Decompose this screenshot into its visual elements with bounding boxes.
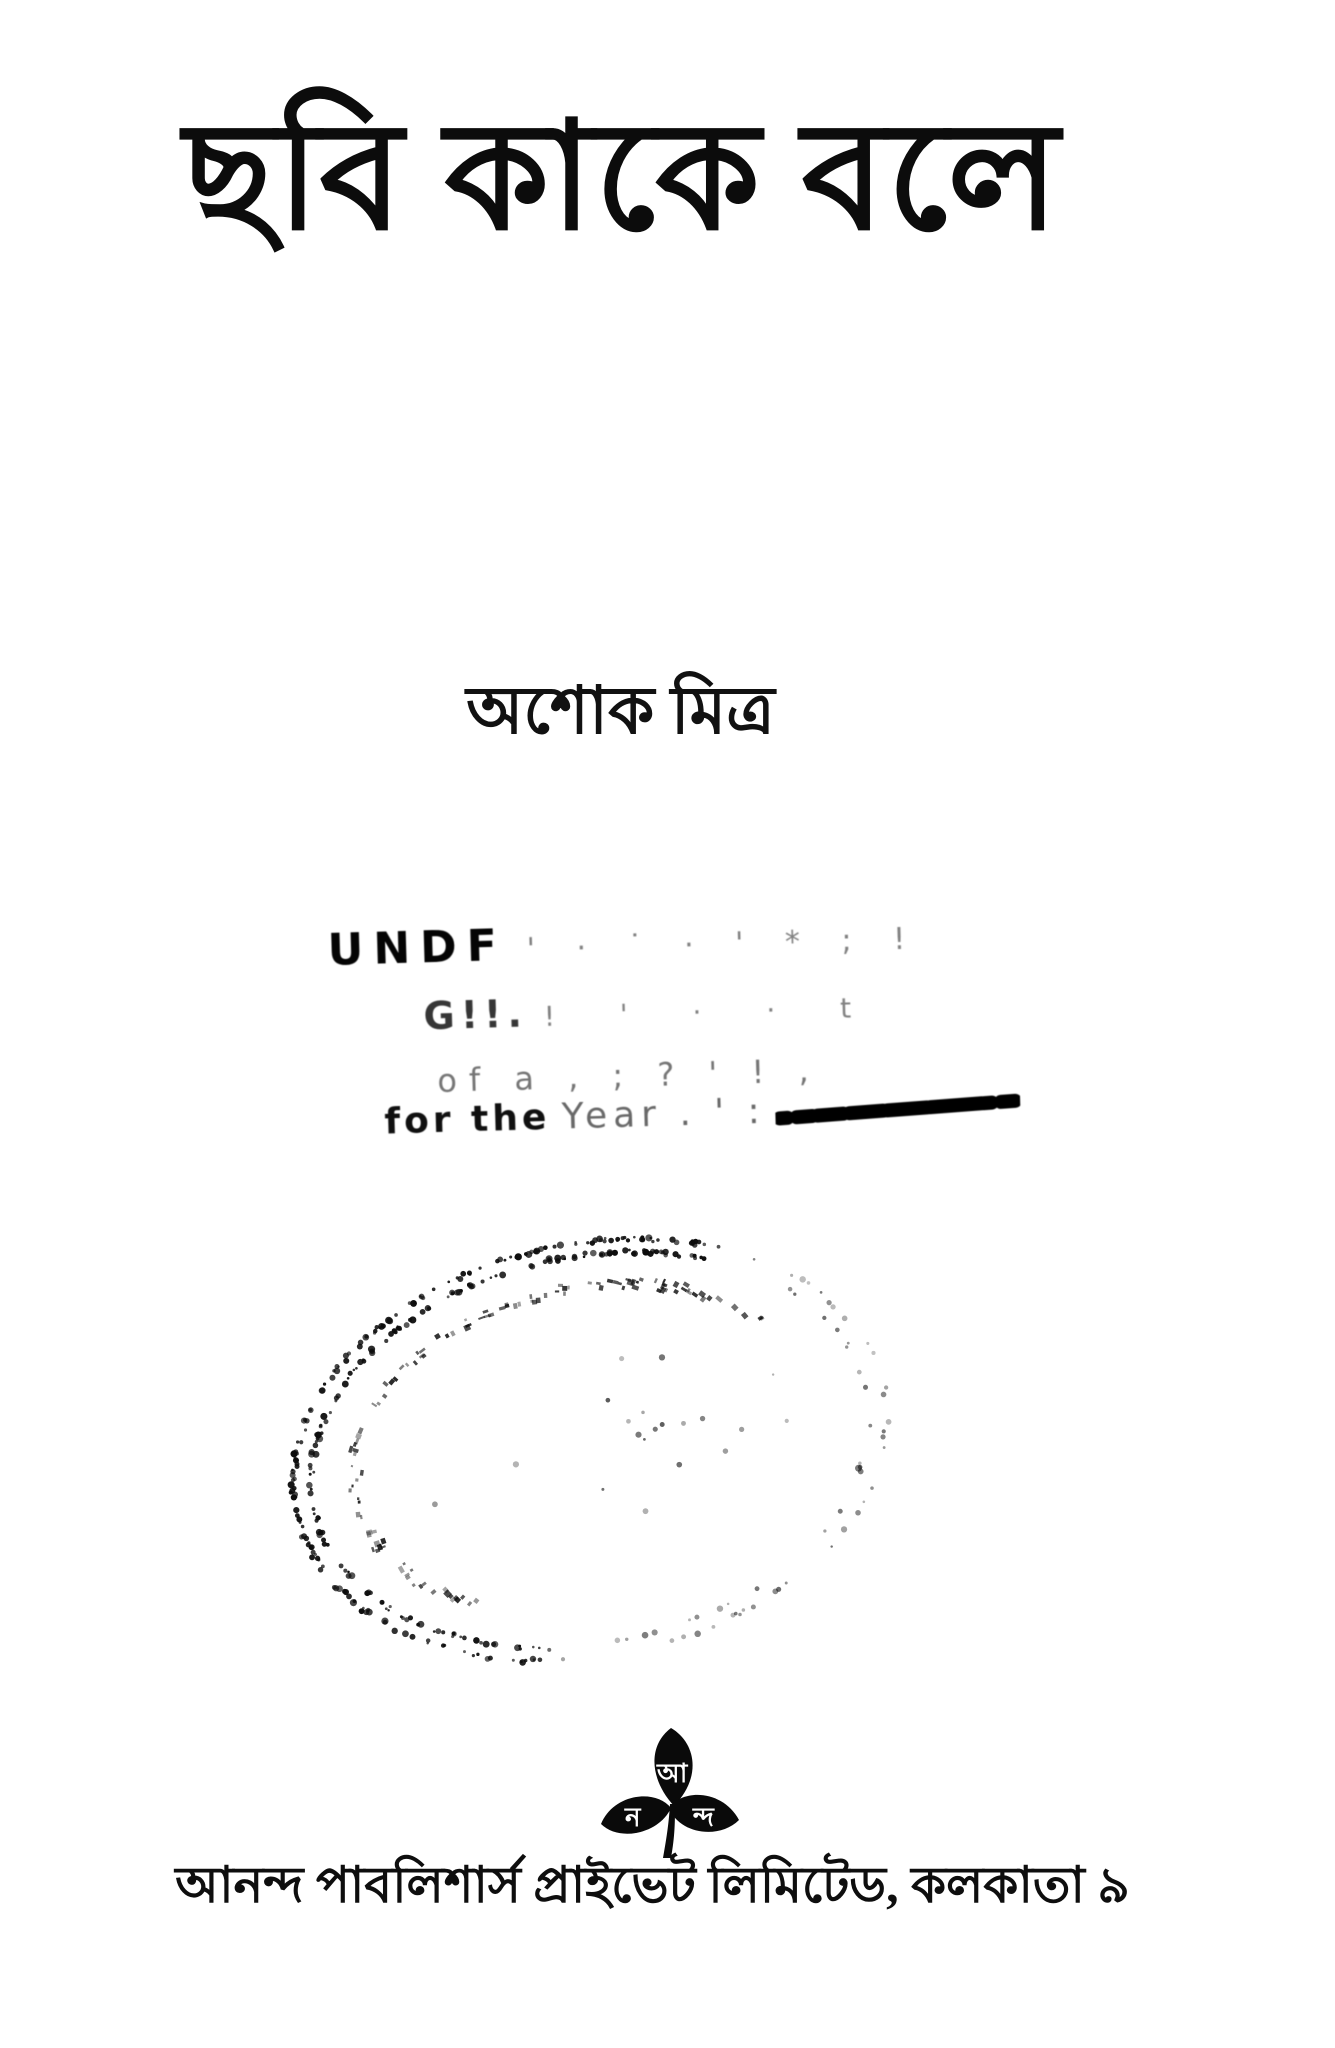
ownership-stamp [317, 901, 983, 1159]
stamp-faint-text: ! ' · · t [543, 990, 880, 1033]
stamp-fill-line [775, 1090, 1021, 1129]
stamp-text: for the [383, 1096, 551, 1143]
ownership-stamp-line-1 [327, 908, 922, 976]
book-title: ছবি কাকে বলে [183, 95, 1062, 261]
logo-letter-left: ন [625, 1803, 641, 1832]
stamp-faint-text: ' · ˙ · ' * ; ! [526, 921, 922, 968]
publisher-logo [595, 1726, 745, 1861]
logo-letter-top: আ [657, 1759, 688, 1788]
stamp-faint-text: Year . ' : [561, 1090, 767, 1138]
logo-letter-right: ন্দ [693, 1803, 714, 1832]
ownership-stamp-line-2 [423, 982, 880, 1039]
publisher-imprint: আনন্দ পাবলিশার্স প্রাইভেট লিমিটেড, কলকাতা ৯ [175, 1857, 1130, 1913]
stamp-faint-text: of a , ; ? ' ! , [436, 1051, 822, 1100]
circular-stamp [255, 1210, 975, 1710]
stamp-text: G!!. [422, 991, 529, 1039]
author-name: অশোক মিত্র [466, 675, 775, 748]
stamp-text: UNDF [326, 919, 508, 976]
